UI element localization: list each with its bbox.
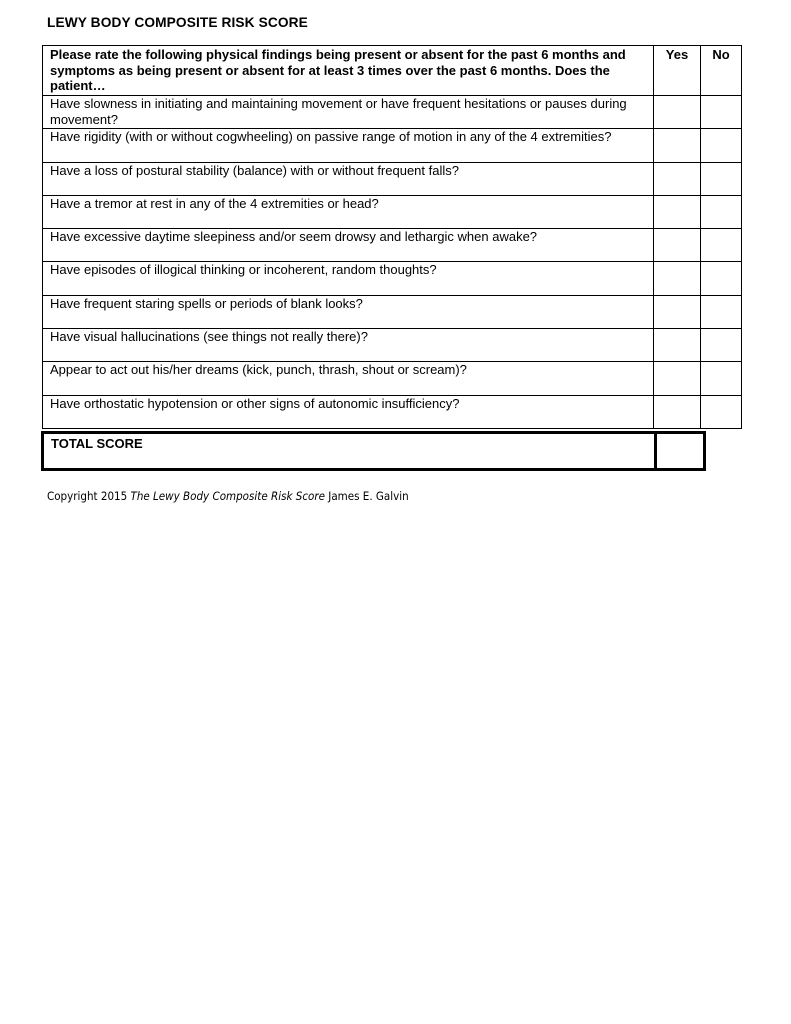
- instructions-cell: [43, 46, 654, 96]
- yes-answer-cell[interactable]: [654, 262, 701, 295]
- yes-answer-cell[interactable]: [654, 162, 701, 195]
- no-answer-cell[interactable]: [701, 129, 742, 162]
- yes-answer-cell[interactable]: [654, 129, 701, 162]
- table-row: [43, 129, 742, 162]
- no-answer-cell[interactable]: [701, 229, 742, 262]
- yes-column-header: Yes: [654, 46, 701, 96]
- no-answer-cell[interactable]: [701, 295, 742, 328]
- question-text: Have excessive daytime sleepiness and/or seem drowsy and lethargic when awake?: [43, 229, 654, 262]
- question-text: Have a loss of postural stability (balance) with or without frequent falls?: [43, 162, 654, 195]
- no-answer-cell[interactable]: [701, 195, 742, 228]
- total-score-field[interactable]: [656, 433, 705, 470]
- yes-answer-cell[interactable]: [654, 362, 701, 395]
- table-row: [43, 395, 742, 428]
- total-score-table: [41, 431, 706, 471]
- table-row: [43, 329, 742, 362]
- no-answer-cell[interactable]: [701, 395, 742, 428]
- question-text: Have episodes of illogical thinking or incoherent, random thoughts?: [43, 262, 654, 295]
- yes-answer-cell[interactable]: [654, 195, 701, 228]
- instructions-text: Please rate the following physical findings being present or absent for the past 6 months and symptoms as being present or absent for at least 3 times over the past 6 months. Does the patient…: [50, 47, 626, 93]
- total-score-row: [43, 433, 705, 470]
- no-answer-cell[interactable]: [701, 162, 742, 195]
- copyright-author: James E. Galvin: [324, 489, 409, 503]
- table-header-row: [43, 46, 742, 96]
- question-text: Have orthostatic hypotension or other signs of autonomic insufficiency?: [43, 395, 654, 428]
- question-text: Have visual hallucinations (see things not really there)?: [43, 329, 654, 362]
- page-title: LEWY BODY COMPOSITE RISK SCORE: [47, 14, 308, 30]
- question-text: Have slowness in initiating and maintaining movement or have frequent hesitations or pauses during movement?: [43, 96, 654, 129]
- no-answer-cell[interactable]: [701, 329, 742, 362]
- table-row: [43, 229, 742, 262]
- no-answer-cell[interactable]: [701, 262, 742, 295]
- no-answer-cell[interactable]: [701, 96, 742, 129]
- table-row: [43, 162, 742, 195]
- table-row: [43, 262, 742, 295]
- yes-answer-cell[interactable]: [654, 229, 701, 262]
- table-row: [43, 96, 742, 129]
- no-column-header: No: [701, 46, 742, 96]
- table-row: [43, 295, 742, 328]
- no-answer-cell[interactable]: [701, 362, 742, 395]
- question-text: Have rigidity (with or without cogwheeling) on passive range of motion in any of the 4 extremities?: [43, 129, 654, 162]
- yes-answer-cell[interactable]: [654, 329, 701, 362]
- copyright-prefix: Copyright 2015: [47, 489, 131, 503]
- copyright-notice: [47, 489, 409, 503]
- question-text: Have frequent staring spells or periods of blank looks?: [43, 295, 654, 328]
- yes-answer-cell[interactable]: [654, 96, 701, 129]
- yes-answer-cell[interactable]: [654, 295, 701, 328]
- table-row: [43, 362, 742, 395]
- yes-answer-cell[interactable]: [654, 395, 701, 428]
- total-score-label: TOTAL SCORE: [43, 433, 656, 470]
- risk-score-table: [42, 45, 742, 429]
- question-text: Appear to act out his/her dreams (kick, punch, thrash, shout or scream)?: [43, 362, 654, 395]
- table-row: [43, 195, 742, 228]
- question-text: Have a tremor at rest in any of the 4 extremities or head?: [43, 195, 654, 228]
- copyright-work-title: The Lewy Body Composite Risk Score: [130, 489, 325, 503]
